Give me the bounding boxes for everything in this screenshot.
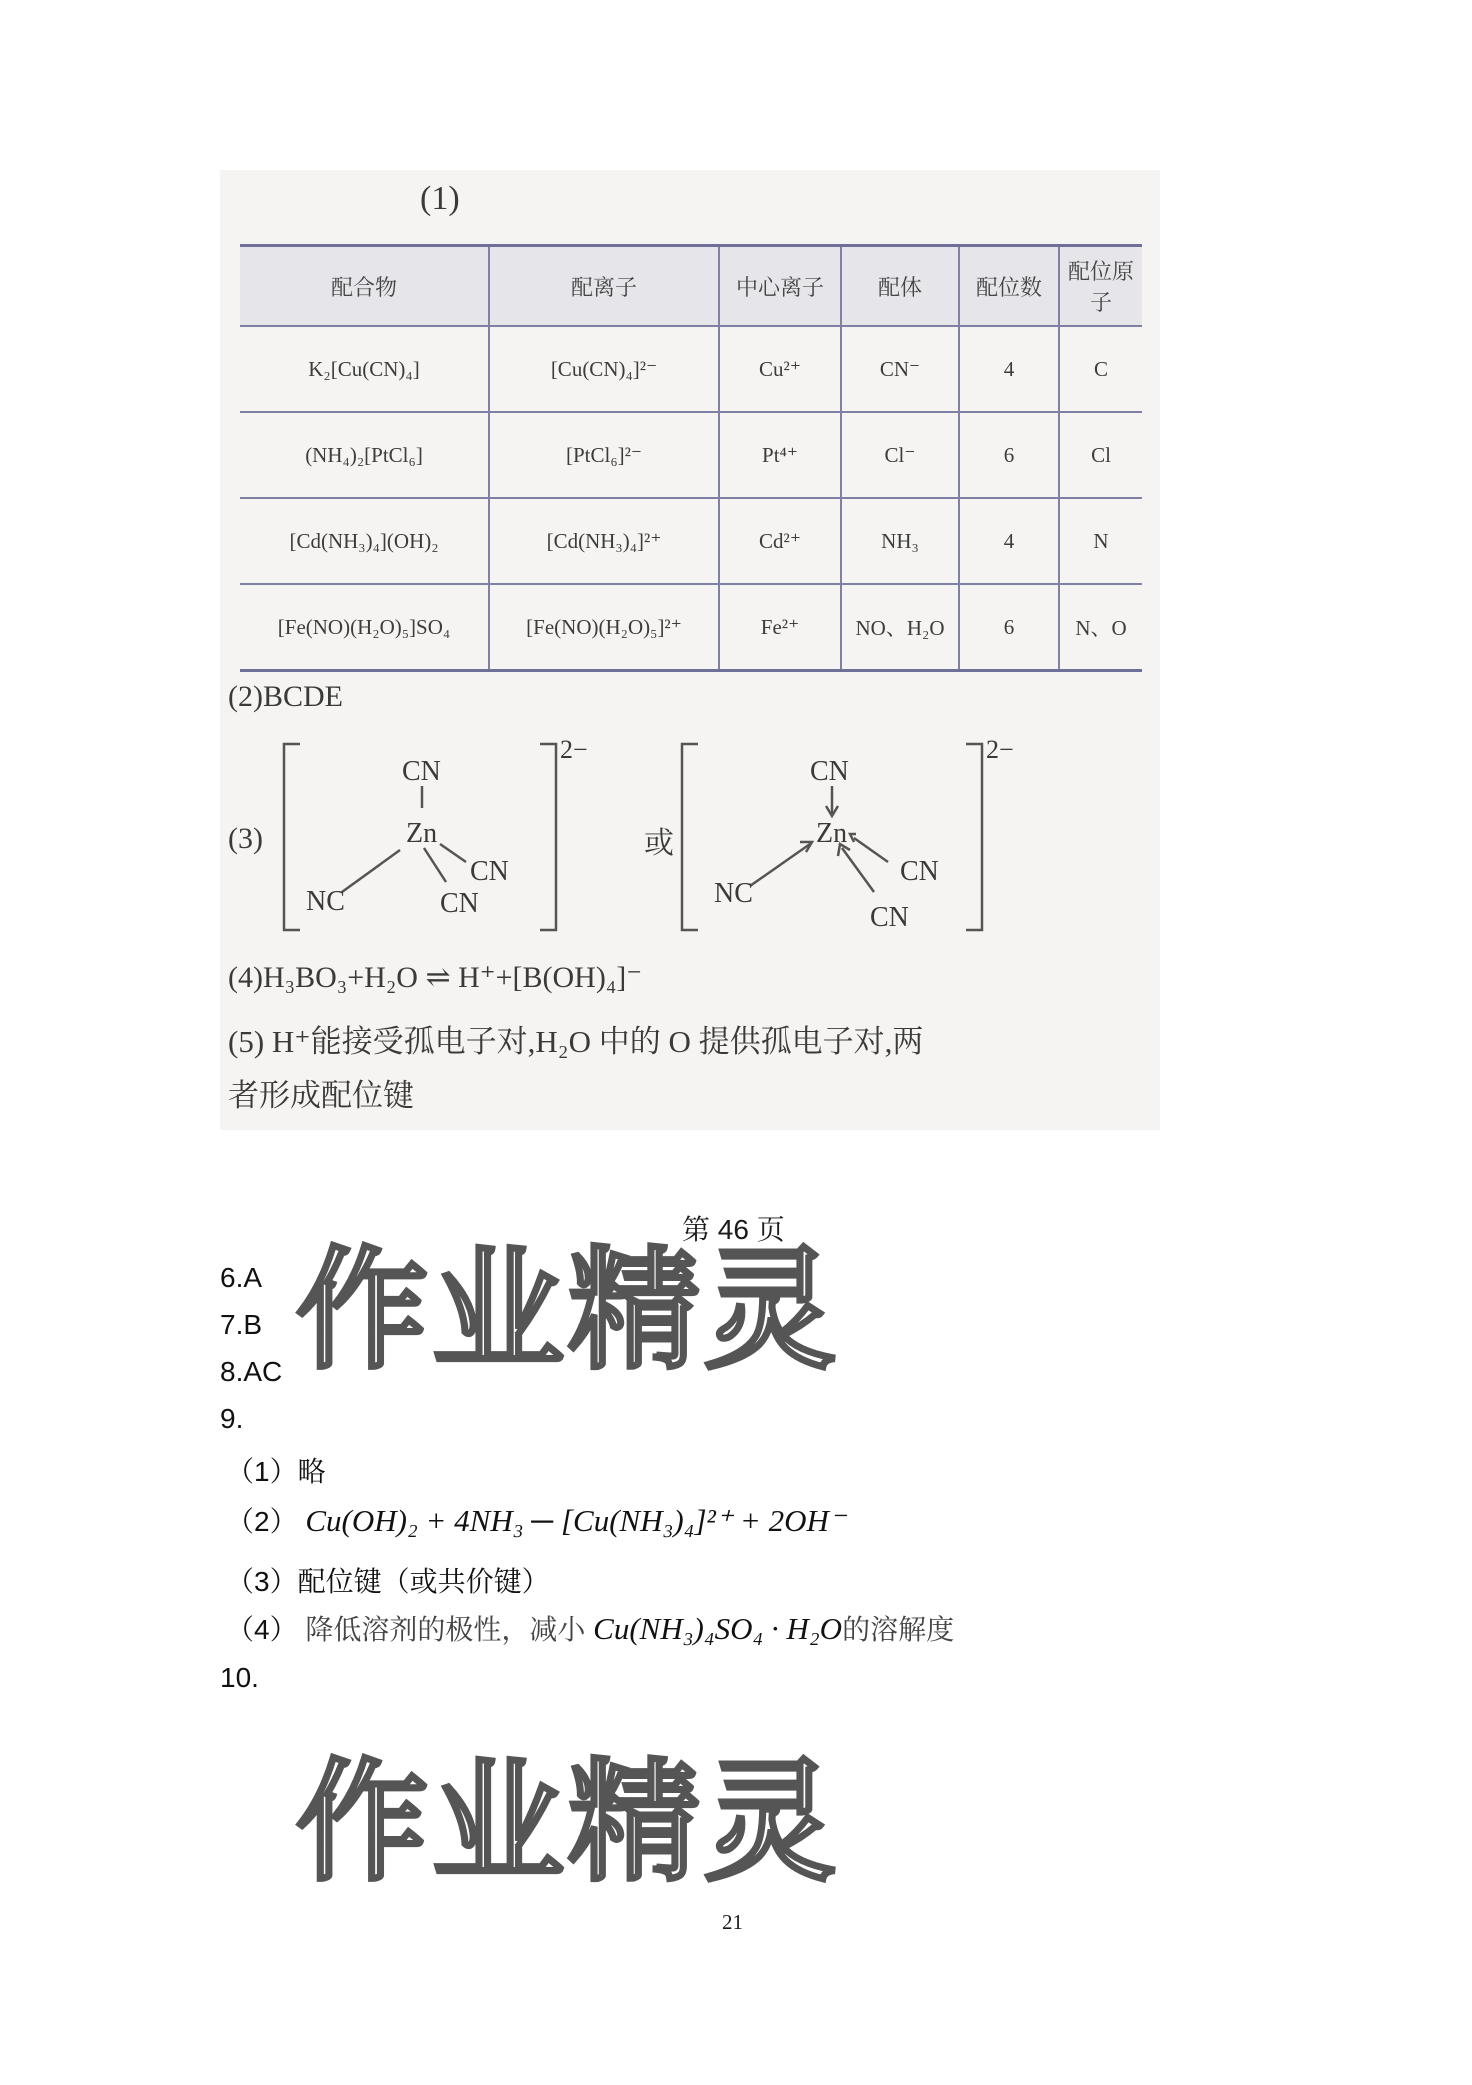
table-cell: K₂[Cu(CN)₄] [240,326,489,412]
part-label: （3） [226,1566,298,1597]
part-label: （2） [226,1506,298,1537]
part-text: 略 [297,1456,326,1487]
table-cell: 4 [959,326,1059,412]
table-cell: Pt⁴⁺ [719,412,841,498]
header-cell: 配位数 [959,246,1059,327]
reaction-formula: Cu(OH)₂ + 4NH₃ ─ [Cu(NH₃)₄]²⁺ + 2OH⁻ [305,1503,846,1538]
charge-left: 2− [560,735,588,764]
section-4-equation: (4)H₃BO₃+H₂O ⇌ H⁺+[B(OH)₄]⁻ [228,961,643,994]
table-cell: N、O [1059,584,1142,671]
table-row [240,498,1142,584]
table-cell: (NH₄)₂[PtCl₆] [240,412,489,498]
table-cell: Cl [1059,412,1142,498]
ligand-bottom-center-left: CN [440,888,479,919]
page-header: 第 46 页 [682,1214,785,1245]
answer-6: 6.A [220,1262,263,1293]
section-3-label: (3) [228,822,263,855]
part-text: 配位键（或共价键） [297,1566,550,1597]
table-cell: N [1059,498,1142,584]
table-cell: Fe²⁺ [719,584,841,671]
table-cell: C [1059,326,1142,412]
part-text: 降低溶剂的极性，减小 [305,1614,586,1645]
answer-9-part-4 [226,1608,954,1648]
table-cell: Cu²⁺ [719,326,841,412]
ligand-right-right: CN [900,856,939,887]
table-header-row [240,246,1142,327]
or-text: 或 [644,827,674,860]
answer-7: 7.B [220,1309,263,1340]
header-cell: 配离子 [489,246,719,327]
table-cell: NH₃ [841,498,959,584]
right-bracket-close [966,744,982,930]
table-cell: [PtCl₆]²⁻ [489,412,719,498]
complex-table [240,244,1142,672]
answer-9-part-1 [226,1450,326,1490]
watermark: 作业精灵 [296,1749,840,1896]
table-cell: [Cd(NH₃)₄]²⁺ [489,498,719,584]
section-5-line-2: 者形成配位键 [228,1078,414,1113]
part-label: （4） [226,1614,298,1645]
answer-10: 10. [220,1662,259,1693]
table-cell: [Cd(NH₃)₄](OH)₂ [240,498,489,584]
center-atom-left: Zn [406,818,438,849]
answer-9-part-2 [226,1500,845,1540]
right-bracket-open [682,744,698,930]
watermark: 作业精灵 [296,1237,840,1384]
header-cell: 配合物 [240,246,489,327]
table-cell: [Fe(NO)(H₂O)₅]SO₄ [240,584,489,671]
table-cell: 6 [959,412,1059,498]
section-5-line-1: (5) H⁺能接受孤电子对,H₂O 中的 O 提供孤电子对,两 [228,1024,924,1059]
table-row [240,584,1142,671]
left-bracket-open [284,744,300,930]
ligand-bottom-left: NC [306,886,345,917]
table-cell: 4 [959,498,1059,584]
page-number: 21 [722,1910,743,1934]
part-text: 的溶解度 [842,1614,955,1645]
left-bracket-close [540,744,556,930]
header-cell: 中心离子 [719,246,841,327]
table-row [240,326,1142,412]
table-cell: [Cu(CN)₄]²⁻ [489,326,719,412]
section-1-label: (1) [420,180,460,217]
answer-8: 8.AC [220,1356,283,1387]
table-cell: [Fe(NO)(H₂O)₅]²⁺ [489,584,719,671]
header-cell: 配位原子 [1059,246,1142,327]
table-cell: 6 [959,584,1059,671]
answer-9: 9. [220,1403,244,1434]
charge-right: 2− [986,735,1014,764]
ligand-top-right: CN [810,756,849,787]
ligand-right-left: CN [470,856,509,887]
section-2-answer: (2)BCDE [228,680,343,713]
table-cell: Cl⁻ [841,412,959,498]
ligand-left-right: NC [714,878,753,909]
table-cell: Cd²⁺ [719,498,841,584]
header-cell: 配体 [841,246,959,327]
ligand-top-left: CN [402,756,441,787]
ligand-bottom-right: CN [870,902,909,933]
table-cell: NO、H₂O [841,584,959,671]
part-label: （1） [226,1456,298,1487]
table-cell: CN⁻ [841,326,959,412]
center-atom-right: Zn [816,818,848,849]
answer-9-part-3 [226,1560,550,1600]
compound-formula: Cu(NH₃)₄SO₄ · H₂O [593,1611,843,1646]
table-row [240,412,1142,498]
